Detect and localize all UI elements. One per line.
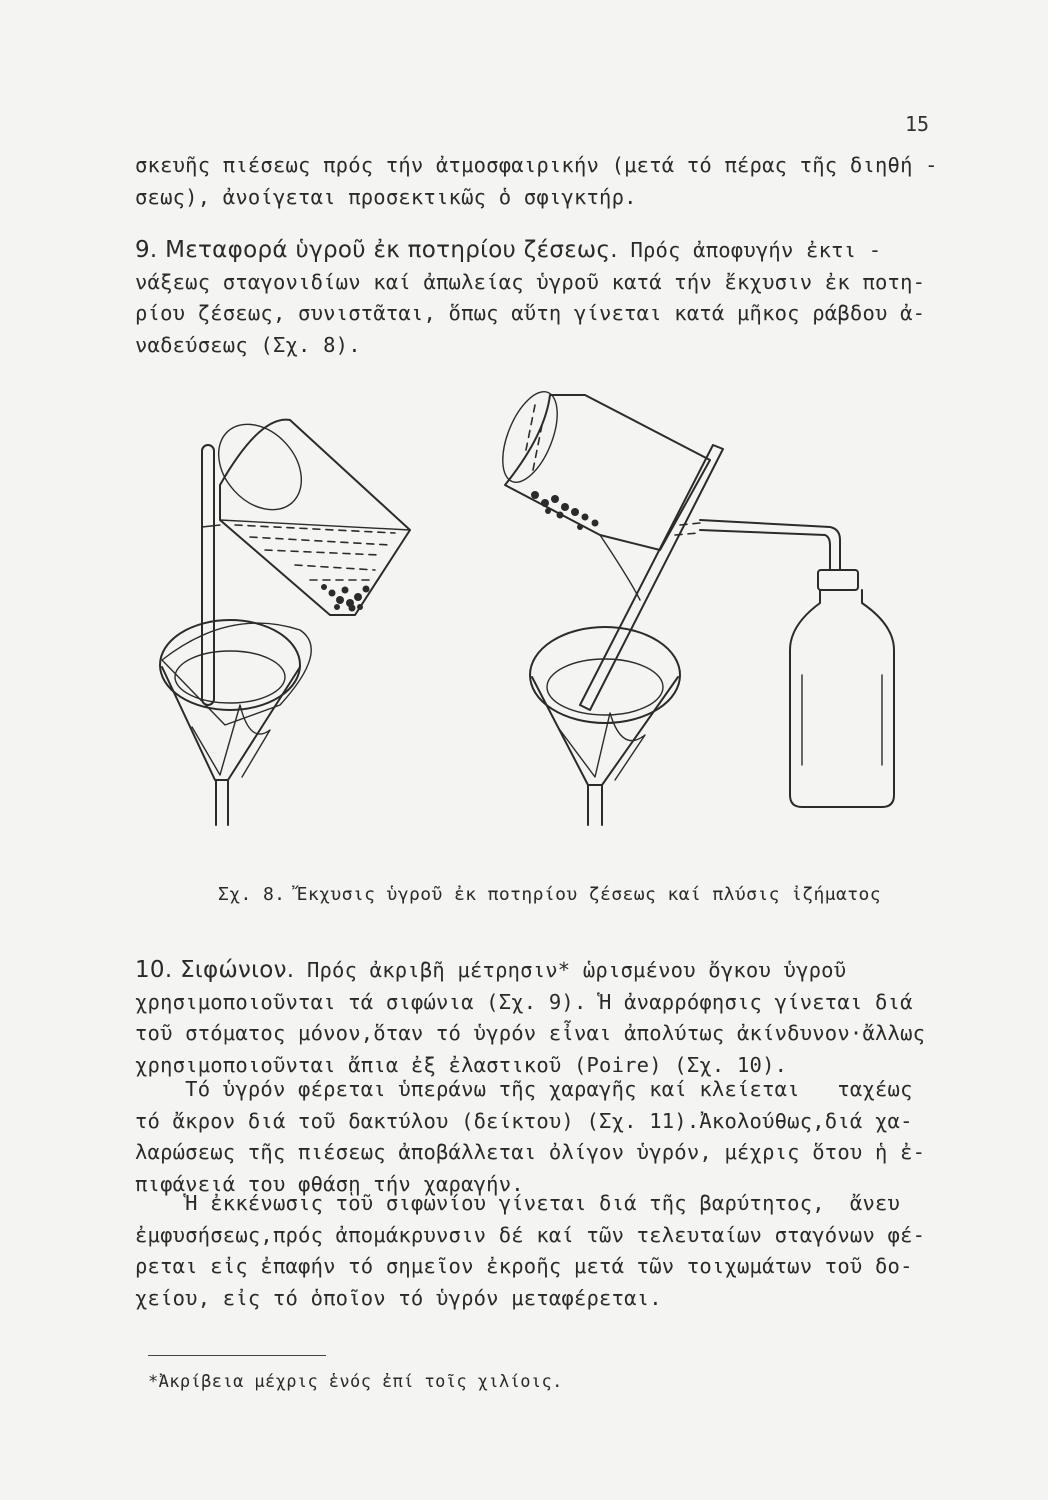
text-line: Τό ὑγρόν φέρεται ὑπεράνω τῆς χαραγῆς καί κλείεται ταχέως: [135, 1077, 913, 1101]
text-line: ρεται εἰς ἐπαφήν τό σημεῖον ἐκροῆς μετά τῶν τοιχωμάτων τοῦ δο-: [135, 1254, 913, 1278]
section-10-paragraph: [135, 955, 947, 1081]
section-9-paragraph: [135, 235, 947, 361]
text-line: σεως), ἀνοίγεται προσεκτικῶς ὁ σφιγκτήρ.: [135, 184, 637, 209]
page-number: 15: [905, 112, 930, 136]
text-line: Πρός ἀποφυγήν ἐκτι -: [617, 238, 882, 262]
left-stirring-rod: [202, 445, 214, 705]
left-beaker: [202, 408, 410, 615]
text-line: Πρός ἀκριβῆ μέτρησιν* ὡρισμένου ὄγκου ὑγροῦ: [294, 958, 847, 982]
text-line: χρησιμοποιοῦνται τά σιφώνια (Σχ. 9). Ἡ ἀναρρόφησις γίνεται διά: [135, 989, 913, 1014]
left-funnel: [160, 620, 311, 825]
figure-caption: Σχ. 8. Ἔκχυσις ὑγροῦ ἐκ ποτηρίου ζέσεως καί πλύσις ἰζήματος: [218, 884, 881, 905]
section-10-paragraph-2: [135, 1074, 947, 1200]
text-line: ρίου ζέσεως, συνιστᾶται, ὅπως αὕτη γίνεται κατά μῆκος ράβδου ἀ-: [135, 301, 926, 325]
text-line: τό ἄκρον διά τοῦ δακτύλου (δείκτου) (Σχ. 11).Ἀκολούθως,διά χα-: [135, 1108, 913, 1133]
section-10-paragraph-3: [135, 1188, 947, 1314]
right-beaker: [492, 384, 710, 600]
text-line: τοῦ στόματος μόνον,ὅταν τό ὑγρόν εἶναι ἀπολύτως ἀκίνδυνον·ἄλλως: [135, 1021, 926, 1045]
text-line: λαρώσεως τῆς πιέσεως ἀποβάλλεται ὀλίγον ὑγρόν, μέχρις ὅτου ἡ ἐ-: [135, 1140, 926, 1164]
footnote-divider: [148, 1355, 326, 1356]
text-line: πιφάνειά του φθάσῃ τήν χαραγήν.: [135, 1171, 524, 1196]
section-10-heading: 10. Σιφώνιον.: [135, 957, 295, 983]
footnote: *Ἀκρίβεια μέχρις ἑνός ἐπί τοῖς χιλίοις.: [148, 1372, 563, 1392]
section-9-heading: 9. Μεταφορά ὑγροῦ ἐκ ποτηρίου ζέσεως.: [135, 237, 618, 263]
top-paragraph: [135, 150, 947, 213]
text-line: ναδεύσεως (Σχ. 8).: [135, 332, 361, 357]
text-line: χείου, εἰς τό ὁποῖον τό ὑγρόν μεταφέρεται.: [135, 1285, 662, 1310]
text-line: σκευῆς πιέσεως πρός τήν ἀτμοσφαιρικήν (μετά τό πέρας τῆς διηθή -: [135, 153, 938, 177]
wash-bottle: [675, 520, 894, 807]
text-line: χρησιμοποιοῦνται ἄπια ἐξ ἐλαστικοῦ (Poire) (Σχ. 10).: [135, 1052, 788, 1077]
text-line: Ἡ ἐκκένωσις τοῦ σιφωνίου γίνεται διά τῆς βαρύτητος, ἄνευ: [135, 1191, 901, 1215]
text-line: ἐμφυσήσεως,πρός ἀπομάκρυνσιν δέ καί τῶν τελευταίων σταγόνων φέ-: [135, 1222, 926, 1247]
text-line: νάξεως σταγονιδίων καί ἀπωλείας ὑγροῦ κατά τήν ἔκχυσιν ἐκ ποτη-: [135, 269, 926, 294]
figure-8-illustration: [140, 375, 920, 835]
